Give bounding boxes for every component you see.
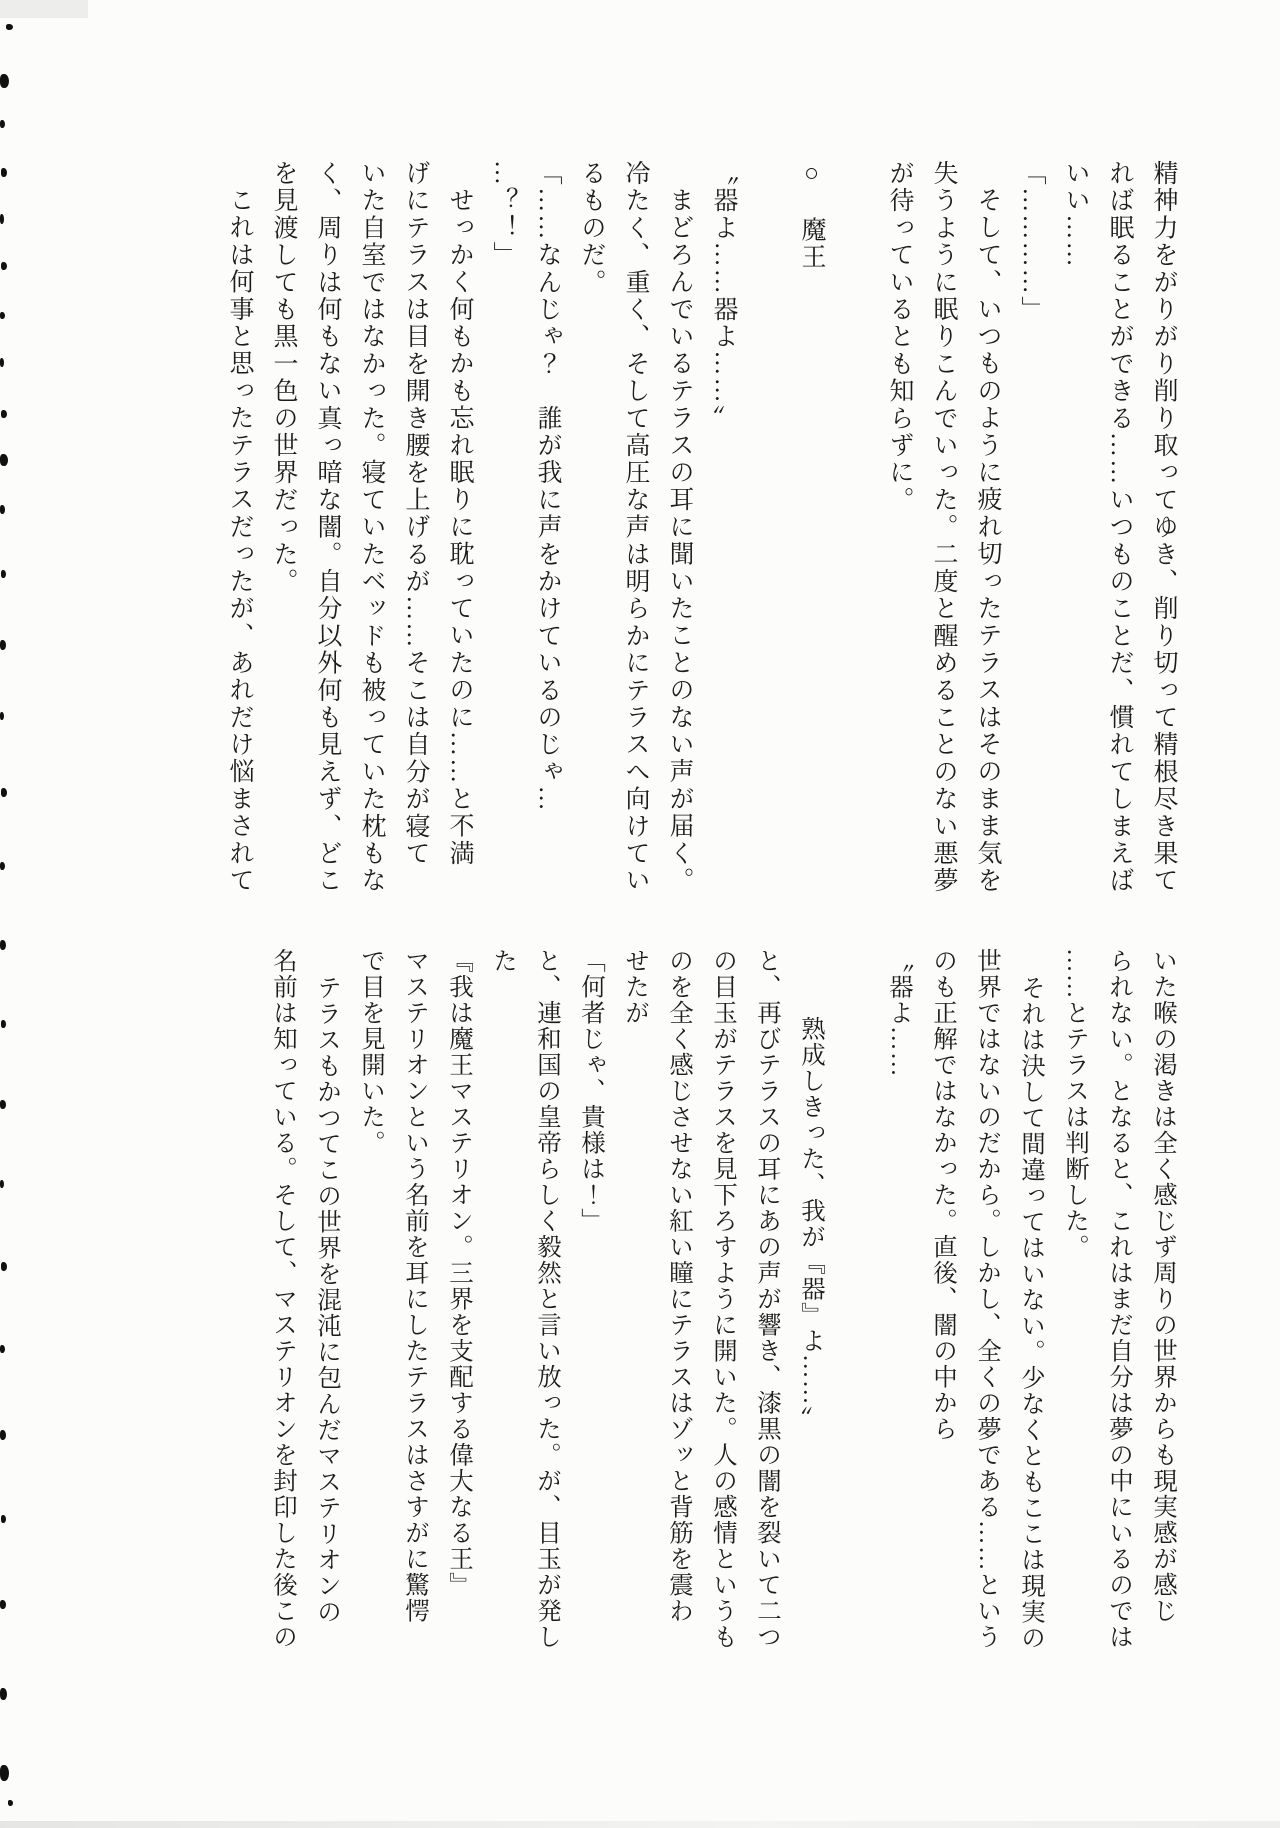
text-column: 〝器よ……器よ……〟 [710,160,737,432]
text-column: 名前は知っている。そして、マステリオンを封印した後この [270,948,297,1650]
scan-speck [1,168,7,177]
text-column: ……とテラスは判断した。 [1062,948,1089,1260]
text-column: 精神力をがりがり削り取ってゆき、削り切って精根尽き果て [1150,160,1177,895]
scan-speck [0,1345,5,1353]
text-column: の目玉がテラスを見下ろすように開いた。人の感情というも [710,948,737,1650]
text-column: これは何事と思ったテラスだったが、あれだけ悩まされて [226,187,253,895]
text-column: 「…………」 [1018,160,1045,324]
text-column: いた喉の渇きは全く感じず周りの世界からも現実感が感じ [1150,948,1177,1624]
text-column: で目を見開いた。 [358,948,385,1156]
scan-bottom-edge [0,1821,1280,1828]
scan-speck [0,640,6,650]
text-column: られない。となると、これはまだ自分は夢の中にいるのでは [1106,948,1133,1650]
text-column: 冷たく、重く、そして高圧な声は明らかにテラスへ向けてい [622,160,649,895]
text-column: のも正解ではなかった。直後、闇の中から [930,948,957,1442]
text-band-top [217,160,1185,902]
text-column: く、周りは何もない真っ暗な闇。自分以外何も見えず、どこ [314,160,341,895]
scan-speck [1,1515,6,1523]
text-column: 『我は魔王マステリオン。三界を支配する偉大なる王』 [446,948,473,1598]
text-band-bottom [261,948,1185,1658]
text-column: 世界ではないのだから。しかし、全くの夢である……という [974,948,1001,1650]
scan-speck [0,1100,6,1109]
text-column: …？！」 [490,160,517,269]
text-column: まどろんでいるテラスの耳に聞いたことのない声が届く。 [666,187,693,895]
text-column: を見渡しても黒一色の世界だった。 [270,160,297,596]
scan-speck [0,862,5,870]
text-column: た [490,948,517,974]
text-column: テラスもかつてこの世界を混沌に包んだマステリオンの [314,975,341,1625]
text-column: 「……なんじゃ？ 誰が我に声をかけているのじゃ… [534,160,561,813]
text-column: いた自室ではなかった。寝ていたベッドも被っていた枕もな [358,160,385,895]
scan-speck [1,788,7,797]
section-heading-column: ○ 魔王 [798,160,825,271]
scan-speck [0,312,5,319]
text-column: と、再びテラスの耳にあの声が響き、漆黒の闇を裂いて二つ [754,948,781,1650]
scan-speck [0,505,5,514]
text-column: のを全く感じさせない紅い瞳にテラスはゾッと背筋を震わ [666,948,693,1624]
scan-speck [0,940,6,950]
scan-speck [0,1430,6,1440]
scan-speck [0,1600,6,1609]
scan-speck [0,1765,9,1781]
scan-speck [1,1262,7,1271]
text-column: マステリオンという名前を耳にしたテラスはさすがに驚愕 [402,948,429,1624]
scan-corner-shade [0,0,88,18]
text-column: それは決して間違ってはいない。少なくともここは現実の [1018,975,1045,1651]
scan-speck [6,24,13,30]
text-column: るものだ。 [578,160,605,296]
text-column: せっかく何もかも忘れ眠りに耽っていたのに……と不満 [446,187,473,867]
scan-speck [0,1180,4,1188]
scan-speck [1,1020,6,1028]
text-column: げにテラスは目を開き腰を上げるが……そこは自分が寝て [402,160,429,868]
text-column: 〝器よ…… [886,948,913,1078]
text-column: が待っているとも知らずに。 [886,160,913,514]
text-column: そして、いつものように疲れ切ったテラスはそのまま気を [974,187,1001,895]
scan-speck [0,712,4,720]
scan-speck [0,358,4,367]
scan-speck [0,74,9,88]
scan-speck [8,1800,13,1806]
scan-speck [0,1688,7,1700]
text-column: 熟成しきった、我が『器』よ……〟 [798,1016,825,1432]
scan-speck [1,410,7,418]
text-column: いい…… [1062,160,1089,269]
scan-speck [0,214,4,224]
text-column: と、連和国の皇帝らしく毅然と言い放った。が、目玉が発し [534,948,561,1650]
text-column: れば眠ることができる……いつものことだ、慣れてしまえば [1106,160,1133,895]
scan-speck [0,120,5,128]
scan-speck [1,262,7,270]
text-column: せたが [622,948,649,1026]
scan-speck [0,454,8,466]
text-column: 「何者じゃ、貴様は！」 [578,948,605,1234]
scan-speck [1,570,6,578]
text-column: 失うように眠りこんでいった。二度と醒めることのない悪夢 [930,160,957,895]
